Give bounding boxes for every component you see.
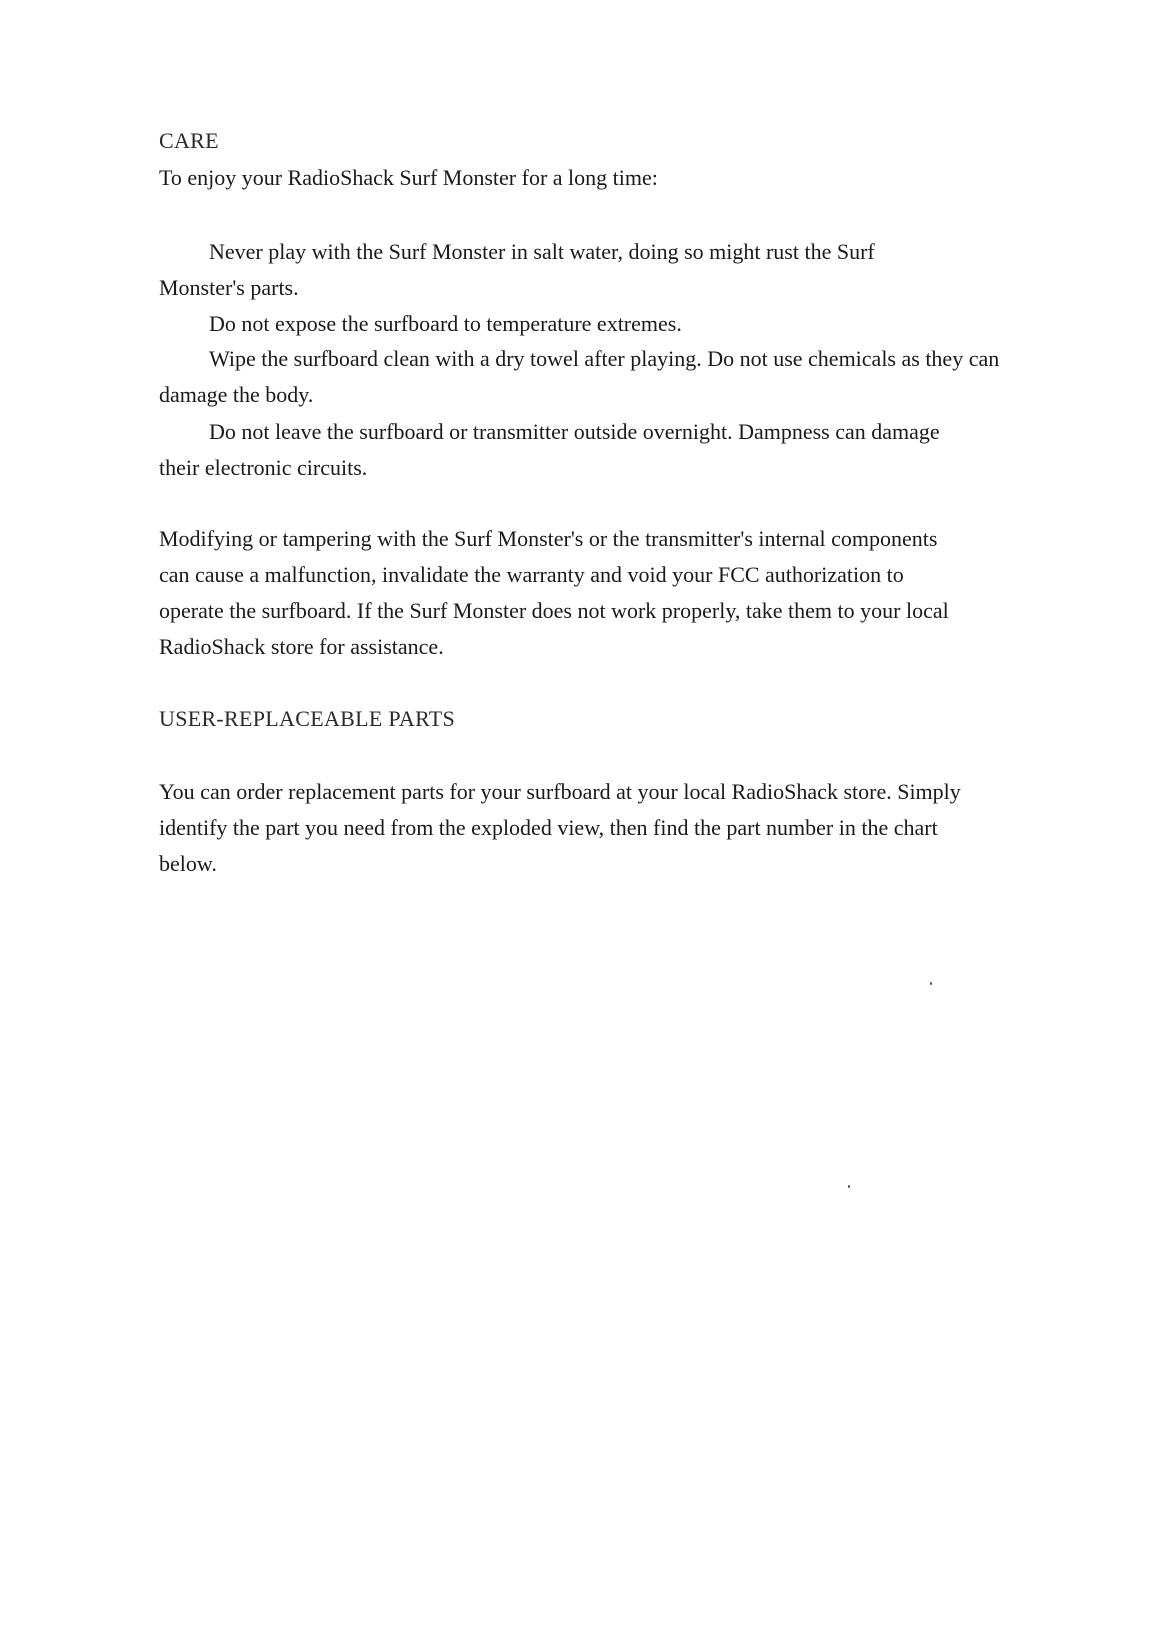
parts-body-paragraph: You can order replacement parts for your surfboard at your local RadioShack store. Simply identify the part you need from the exploded view, then find the part number in the chart below. bbox=[159, 779, 961, 876]
scan-speck bbox=[848, 1185, 850, 1188]
care-heading: CARE bbox=[159, 128, 219, 153]
scan-speck bbox=[930, 982, 932, 985]
parts-heading: USER-REPLACEABLE PARTS bbox=[159, 706, 456, 731]
care-tip-temperature: Do not expose the surfboard to temperature extremes. bbox=[209, 311, 682, 336]
care-tip-overnight: Do not leave the surfboard or transmitter outside overnight. Dampness can damage their electronic circuits. bbox=[159, 419, 940, 480]
care-intro: To enjoy your RadioShack Surf Monster for a long time: bbox=[159, 165, 658, 190]
care-warning-paragraph: Modifying or tampering with the Surf Monster's or the transmitter's internal components can cause a malfunction, invalidate the warranty and void your FCC authorization to operate the surfboard. If the Surf Monster does not work properly, take them to your local RadioShack store for assistance. bbox=[159, 526, 949, 659]
care-tip-salt-water: Never play with the Surf Monster in salt water, doing so might rust the Surf Monster's parts. bbox=[159, 239, 875, 300]
care-tip-wipe-clean: Wipe the surfboard clean with a dry towel after playing. Do not use chemicals as they can damage the body. bbox=[159, 346, 1000, 407]
